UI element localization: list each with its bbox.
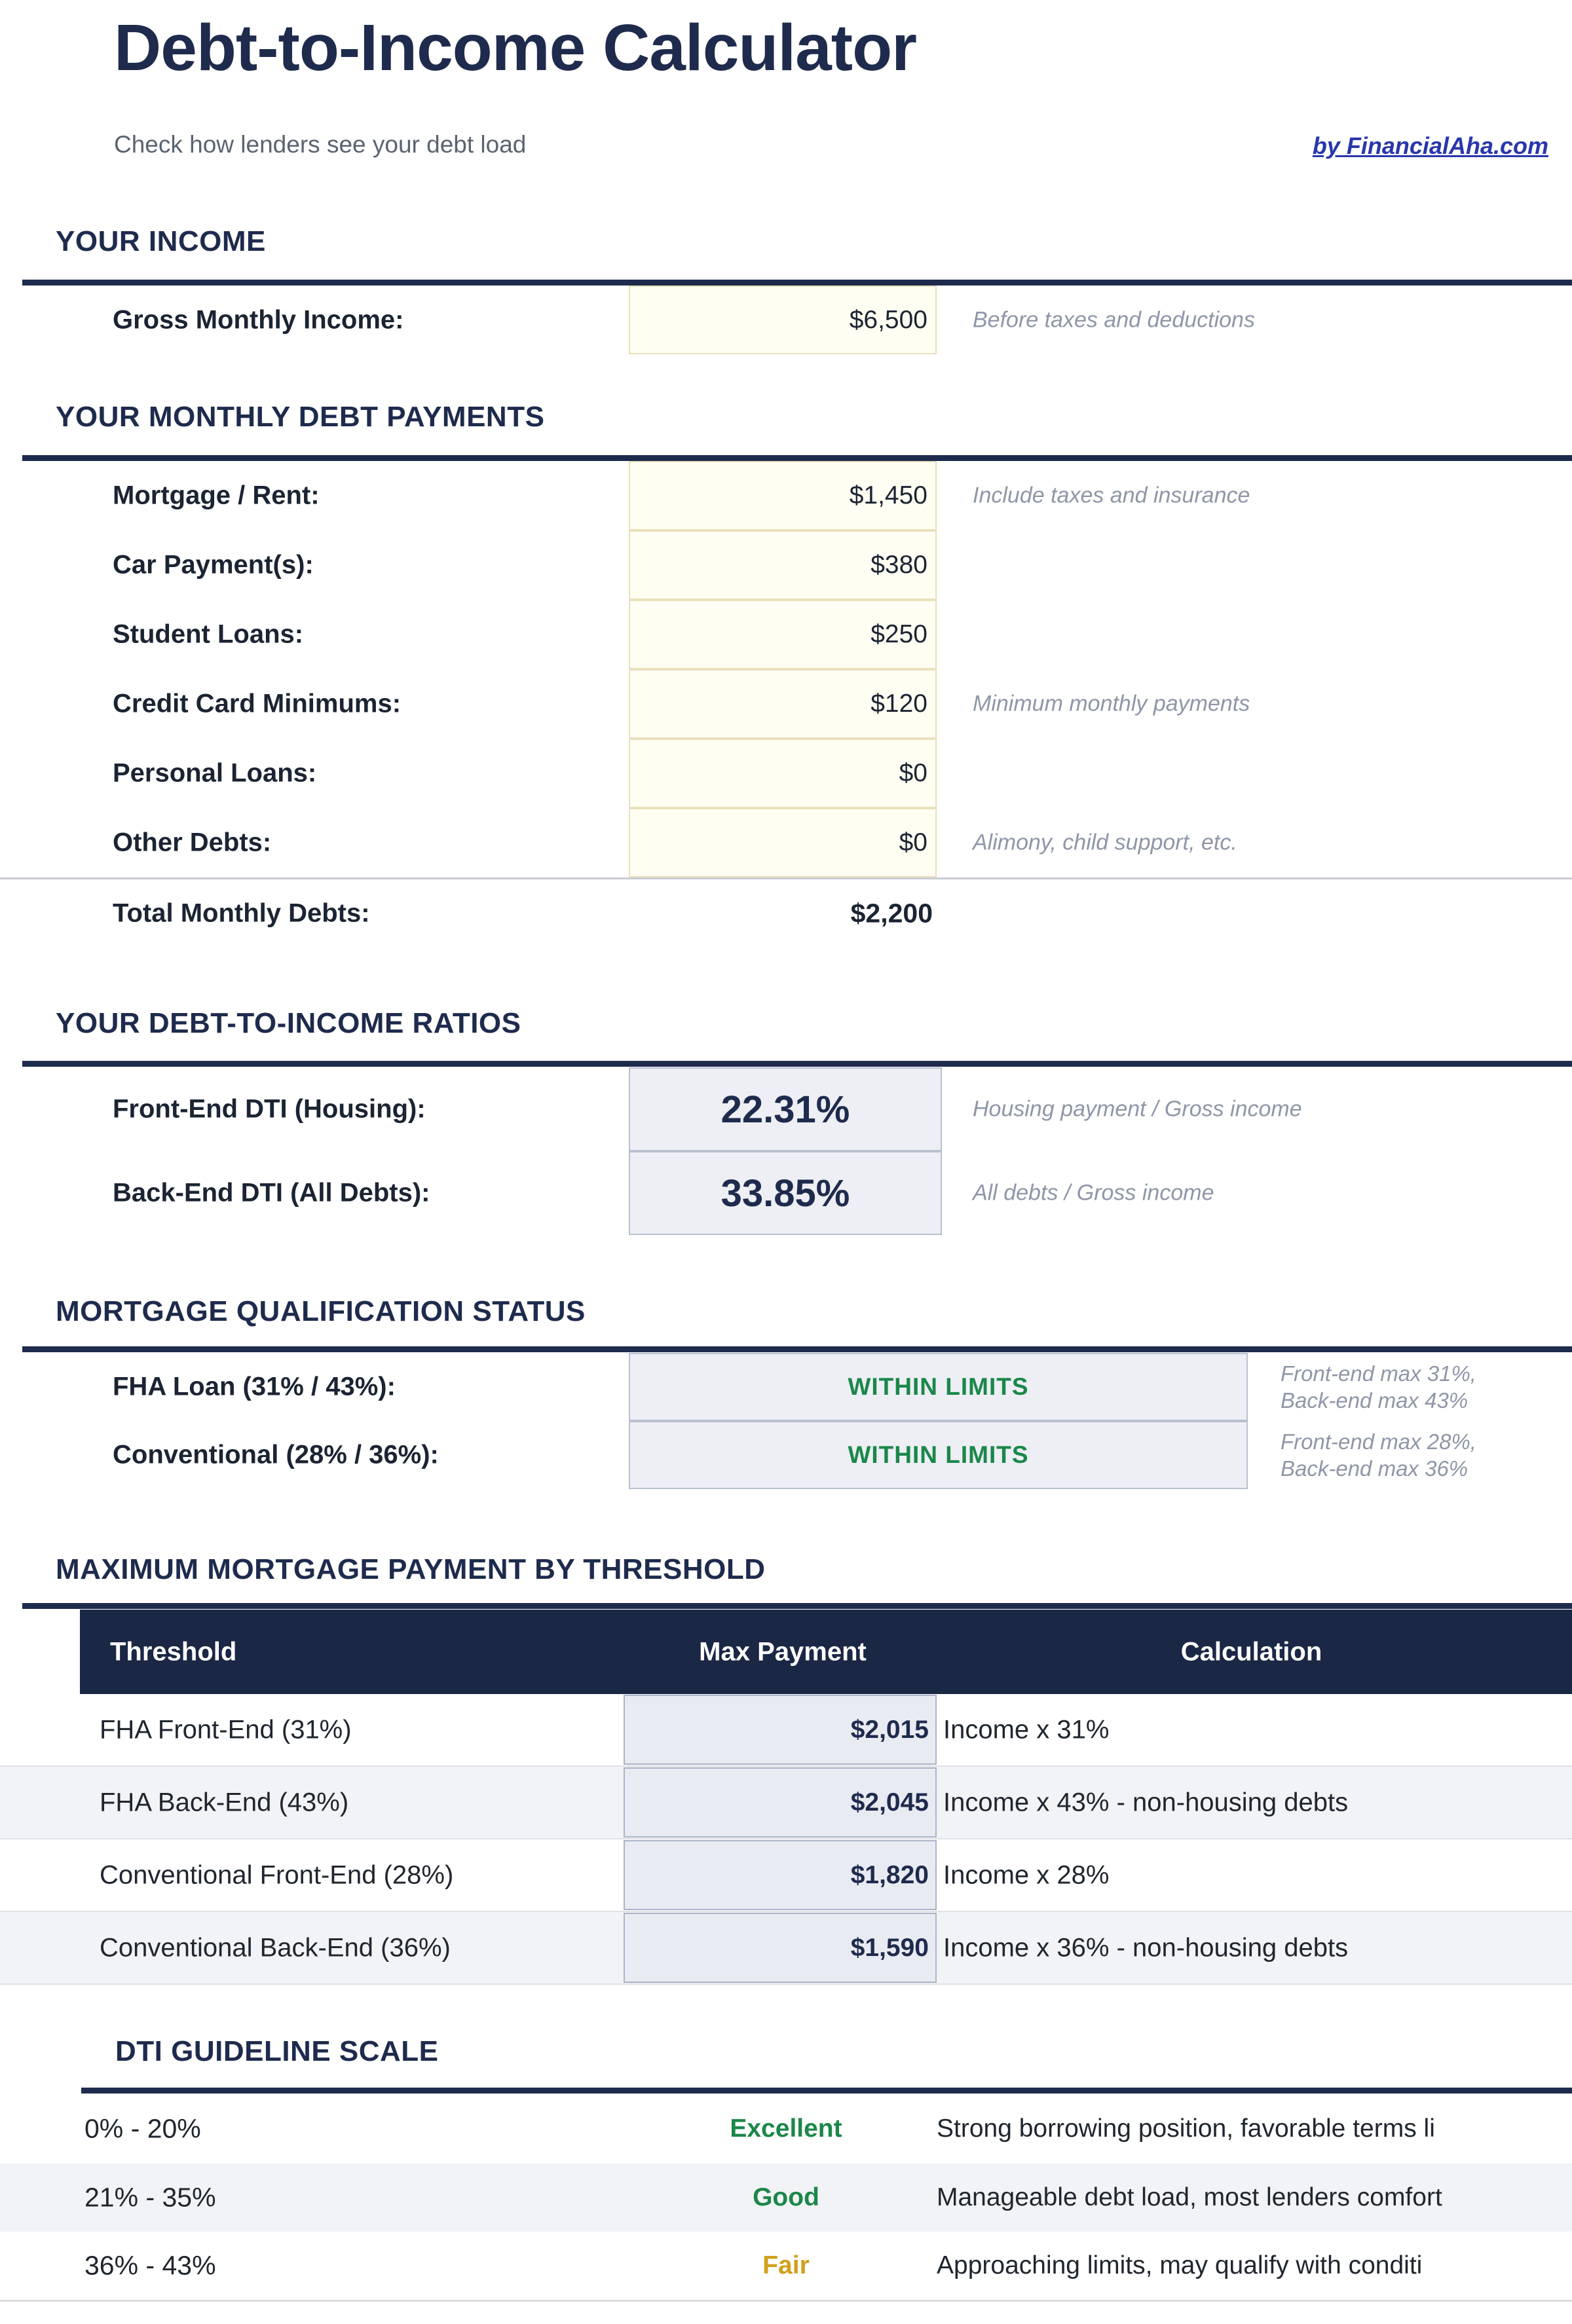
- guideline-row: 36% - 43% Fair Approaching limits, may qualify with conditi: [0, 2232, 1572, 2302]
- page-subtitle: Check how lenders see your debt load: [114, 131, 527, 158]
- student-loans-input[interactable]: $250: [629, 600, 937, 669]
- debt-label: Student Loans:: [113, 619, 304, 649]
- back-end-dti-row: [0, 1151, 1572, 1235]
- max-payment-cell: $1,590: [624, 1913, 937, 1983]
- total-debts-row: [0, 877, 1572, 947]
- debt-hint: Include taxes and insurance: [973, 483, 1250, 508]
- table-row: FHA Front-End (31%) $2,015 Income x 31%: [0, 1694, 1572, 1767]
- conventional-label: Conventional (28% / 36%):: [113, 1440, 439, 1469]
- section-heading-ratios: YOUR DEBT-TO-INCOME RATIOS: [56, 1007, 521, 1039]
- income-row: [0, 286, 1572, 354]
- rating-badge: Excellent: [730, 2114, 842, 2143]
- total-debts-label: Total Monthly Debts:: [113, 898, 370, 927]
- column-header-max-payment: Max Payment: [699, 1637, 867, 1666]
- conventional-hint: Front-end max 28%, Back-end max 36%: [1281, 1429, 1476, 1481]
- section-divider: [81, 2088, 1572, 2093]
- front-end-dti-row: [0, 1067, 1572, 1151]
- rating-badge: Fair: [762, 2251, 810, 2279]
- byline-link[interactable]: by FinancialAha.com: [1312, 132, 1548, 159]
- section-heading-debts: YOUR MONTHLY DEBT PAYMENTS: [56, 401, 545, 433]
- debt-hint: Alimony, child support, etc.: [973, 830, 1237, 855]
- front-end-dti-value: 22.31%: [629, 1067, 942, 1151]
- table-row: Conventional Back-End (36%) $1,590 Income x 36% - non-housing debts: [0, 1912, 1572, 1985]
- credit-card-input[interactable]: $120: [629, 669, 937, 739]
- column-header-threshold: Threshold: [110, 1637, 237, 1666]
- front-end-dti-label: Front-End DTI (Housing):: [113, 1094, 426, 1124]
- table-row: FHA Back-End (43%) $2,045 Income x 43% - non-housing debts: [0, 1767, 1572, 1839]
- debt-row: [0, 808, 1572, 877]
- section-heading-guideline: DTI GUIDELINE SCALE: [115, 2035, 439, 2067]
- other-debts-input[interactable]: $0: [629, 808, 937, 877]
- debt-label: Car Payment(s):: [113, 550, 314, 580]
- rating-badge: Good: [753, 2183, 819, 2211]
- section-heading-threshold: MAXIMUM MORTGAGE PAYMENT BY THRESHOLD: [56, 1553, 766, 1585]
- front-end-dti-hint: Housing payment / Gross income: [973, 1096, 1302, 1122]
- debt-label: Credit Card Minimums:: [113, 689, 402, 718]
- debt-row: [0, 600, 1572, 669]
- back-end-dti-hint: All debts / Gross income: [973, 1180, 1214, 1206]
- section-divider: [22, 1603, 1572, 1609]
- max-payment-cell: $2,015: [624, 1695, 937, 1765]
- mortgage-rent-input[interactable]: $1,450: [629, 461, 937, 530]
- debt-row: [0, 461, 1572, 530]
- personal-loans-input[interactable]: $0: [629, 739, 937, 808]
- section-divider: [22, 1346, 1572, 1352]
- conventional-status-row: [0, 1421, 1572, 1489]
- car-payment-input[interactable]: $380: [629, 530, 937, 600]
- section-divider: [22, 1061, 1572, 1067]
- section-heading-income: YOUR INCOME: [56, 225, 266, 257]
- debt-label: Other Debts:: [113, 828, 272, 857]
- fha-label: FHA Loan (31% / 43%):: [113, 1372, 396, 1401]
- debt-hint: Minimum monthly payments: [973, 691, 1250, 716]
- debt-row: [0, 669, 1572, 739]
- back-end-dti-label: Back-End DTI (All Debts):: [113, 1178, 430, 1208]
- debt-row: [0, 530, 1572, 600]
- income-label: Gross Monthly Income:: [113, 305, 404, 334]
- fha-status-row: [0, 1353, 1572, 1421]
- max-payment-cell: $1,820: [624, 1840, 937, 1910]
- gross-income-input[interactable]: $6,500: [629, 286, 937, 354]
- guideline-row: 21% - 35% Good Manageable debt load, most lenders comfort: [0, 2164, 1572, 2232]
- section-divider: [22, 455, 1572, 461]
- fha-status-badge: WITHIN LIMITS: [629, 1353, 1248, 1421]
- fha-hint: Front-end max 31%, Back-end max 43%: [1281, 1361, 1476, 1412]
- table-row: Conventional Front-End (28%) $1,820 Income x 28%: [0, 1839, 1572, 1912]
- page-title: Debt-to-Income Calculator: [114, 11, 917, 84]
- debt-label: Mortgage / Rent:: [113, 481, 320, 510]
- total-debts-value: $2,200: [850, 898, 933, 928]
- income-hint: Before taxes and deductions: [973, 307, 1255, 332]
- column-header-calculation: Calculation: [1180, 1637, 1322, 1666]
- back-end-dti-value: 33.85%: [629, 1151, 942, 1235]
- max-payment-cell: $2,045: [624, 1767, 937, 1837]
- conventional-status-badge: WITHIN LIMITS: [629, 1421, 1248, 1489]
- guideline-row: 0% - 20% Excellent Strong borrowing position, favorable terms li: [84, 2113, 1435, 2143]
- debt-label: Personal Loans:: [113, 758, 317, 788]
- section-heading-qualification: MORTGAGE QUALIFICATION STATUS: [56, 1295, 586, 1327]
- debt-row: [0, 739, 1572, 808]
- section-divider: [22, 280, 1572, 286]
- threshold-table-header: [80, 1610, 1572, 1694]
